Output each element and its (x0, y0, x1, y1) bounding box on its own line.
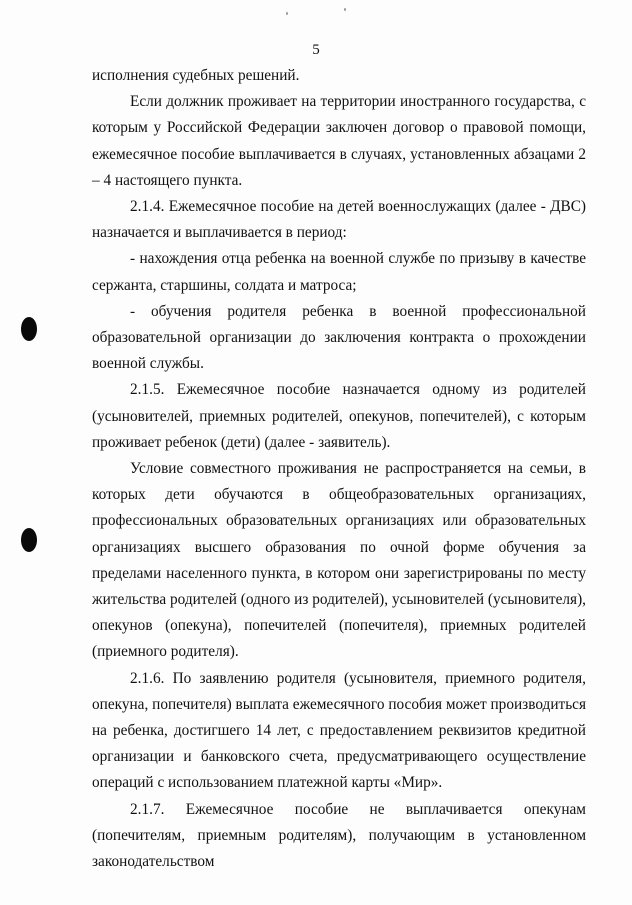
list-item-training: - обучения родителя ребенка в военной профессиональной образовательной организации до заключения контракта о прохождении военной службы. (92, 302, 586, 373)
paragraph-2-1-5: 2.1.5. Ежемесячное пособие назначается одному из родителей (усыновителей, приемных родителей, опекунов, попечителей), с которым проживает ребенок (дети) (далее - заявитель). (92, 381, 586, 451)
document-body (92, 63, 586, 875)
list-item-conscript: - нахождения отца ребенка на военной службе по призыву в качестве сержанта, старшины, солдата и матроса; (92, 250, 586, 294)
paragraph-foreign-debtor: Если должник проживает на территории иностранного государства, с которым у Российской Федерации заключен договор о правовой помощи, ежемесячное пособие выплачивается в случаях, установленных абзацами 2 – 4 настоящего пункта. (92, 93, 586, 189)
scan-speck (344, 8, 346, 11)
scan-speck (286, 12, 288, 15)
paragraph-2-1-4: 2.1.4. Ежемесячное пособие на детей военнослужащих (далее - ДВС) назначается и выплачивается в период: (92, 198, 586, 242)
paragraph-2-1-7: 2.1.7. Ежемесячное пособие не выплачивается опекунам (попечителям, приемным родителям), получающим в установленном законодательством (92, 800, 586, 871)
paragraph-continuation: исполнения судебных решений. (92, 67, 300, 84)
paragraph-cohabitation: Условие совместного проживания не распространяется на семьи, в которых дети обучаются в общеобразовательных организациях, профессиональных образовательных организациях или образовательных организациях высшего образования по очной форме обучения за пределами населенного пункта, в котором они зарегистрированы по месту жительства родителей (одного из родителей), усыновителей (усыновителя), опекунов (опекуна), попечителей (попечителя), приемных родителей (приемного родителя). (92, 460, 586, 661)
punch-hole (21, 317, 37, 341)
paragraph-2-1-6: 2.1.6. По заявлению родителя (усыновителя, приемного родителя, опекуна, попечителя) выплата ежемесячного пособия может производиться на ребенка, достигшего 14 лет, с предоставлением реквизитов кредитной организации и банковского счета, предусматривающего осуществление операций с использованием платежной карты «Мир». (92, 669, 586, 792)
punch-hole (21, 528, 37, 552)
page-number: 5 (312, 42, 320, 58)
